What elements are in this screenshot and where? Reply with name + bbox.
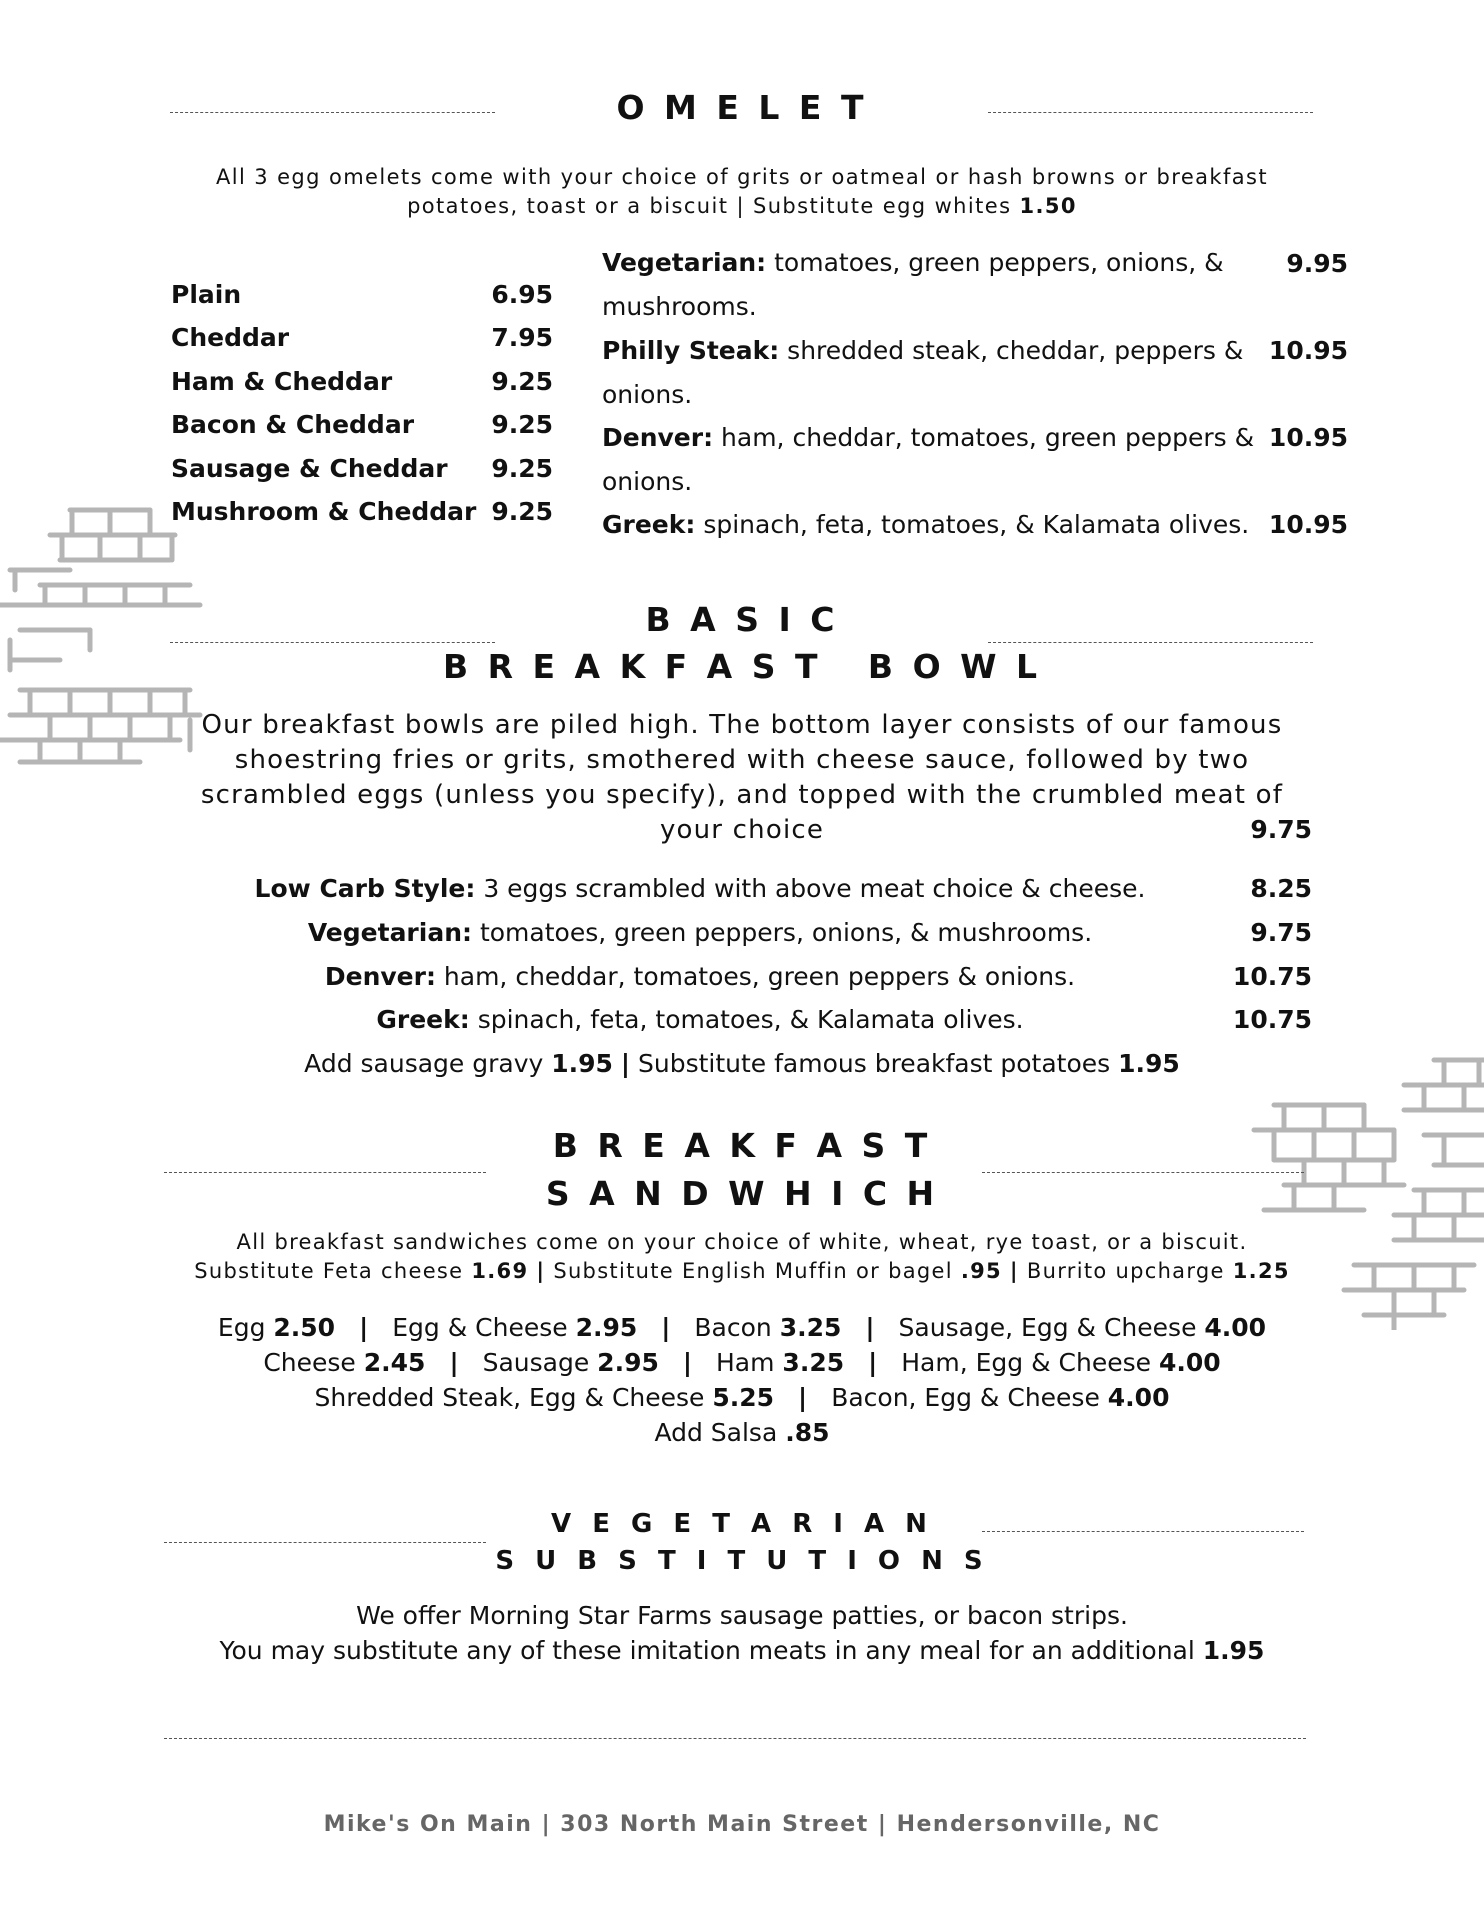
- menu-item-price: 9.95: [1286, 249, 1348, 278]
- bowl-base-price: 9.75: [1250, 815, 1312, 844]
- bowl-title-line: B R E A K F A S T B O W L: [442, 647, 1042, 686]
- omelet-intro-line: potatoes, toast or a biscuit | Substitute egg whites 1.50: [407, 194, 1077, 218]
- sandwich-options: [0, 1310, 1484, 1450]
- sandwich-row: Egg 2.50 | Egg & Cheese 2.95 | Bacon 3.25 | Sausage, Egg & Cheese 4.00: [217, 1313, 1267, 1342]
- bowl-addons: Add sausage gravy 1.95 | Substitute famous breakfast potatoes 1.95: [304, 1049, 1180, 1078]
- sandwich-option: Ham 3.25: [716, 1348, 845, 1377]
- vegetarian-section-title: [0, 1506, 1484, 1580]
- bowl-intro-line: your choice: [659, 815, 825, 845]
- sandwich-intro-line: Substitute Feta cheese 1.69 | Substitute English Muffin or bagel .95 | Burrito upcharge 1.25: [194, 1259, 1290, 1283]
- omelet-intro: [0, 163, 1484, 221]
- menu-item-price: 9.25: [491, 454, 553, 483]
- menu-item-price: 9.25: [491, 410, 553, 439]
- sandwich-option: Bacon, Egg & Cheese 4.00: [831, 1383, 1170, 1412]
- footer-address: Mike's On Main | 303 North Main Street | Hendersonville, NC: [323, 1812, 1161, 1837]
- omelet-intro-line: All 3 egg omelets come with your choice of grits or oatmeal or hash browns or breakfast: [215, 165, 1269, 189]
- vegetarian-title-line: V E G E T A R I A N: [551, 1509, 933, 1539]
- vegetarian-text: [0, 1598, 1484, 1668]
- bowl-item: Denver: ham, cheddar, tomatoes, green peppers & onions.: [324, 962, 1076, 991]
- menu-item-price: 9.25: [491, 497, 553, 526]
- sandwich-option: Egg 2.50: [217, 1313, 336, 1342]
- menu-item-price: 10.75: [1232, 962, 1312, 991]
- sandwich-row: Cheese 2.45 | Sausage 2.95 | Ham 3.25 | Ham, Egg & Cheese 4.00: [263, 1348, 1221, 1377]
- bowl-title-line: B A S I C: [645, 600, 839, 639]
- menu-item-price: 6.95: [491, 280, 553, 309]
- menu-item-price: 7.95: [491, 323, 553, 352]
- menu-item-name: Mushroom & Cheddar: [171, 497, 477, 526]
- sandwich-option: Cheese 2.45: [263, 1348, 426, 1377]
- vegetarian-title-line: S U B S T I T U T I O N S: [495, 1546, 989, 1576]
- menu-item-name: Cheddar: [171, 323, 290, 352]
- sandwich-intro: [0, 1228, 1484, 1286]
- menu-item-price: 10.95: [1268, 336, 1348, 365]
- sandwich-option: Bacon 3.25: [694, 1313, 842, 1342]
- sandwich-section-title: [0, 1122, 1484, 1218]
- sandwich-option: Egg & Cheese 2.95: [392, 1313, 638, 1342]
- sandwich-option: Shredded Steak, Egg & Cheese 5.25: [314, 1383, 775, 1412]
- footer-divider: [164, 1738, 1306, 1739]
- bowl-item: Vegetarian: tomatoes, green peppers, onions, & mushrooms.: [307, 918, 1093, 947]
- menu-item: Greek: spinach, feta, tomatoes, & Kalamata olives.: [602, 510, 1250, 539]
- sandwich-title-line: B R E A K F A S T: [552, 1126, 932, 1165]
- bowl-intro-line: Our breakfast bowls are piled high. The bottom layer consists of our famous: [201, 710, 1283, 740]
- omelet-section-title: O M E L E T: [616, 88, 868, 127]
- menu-item-name: Ham & Cheddar: [171, 367, 393, 396]
- menu-item-price: 9.75: [1250, 918, 1312, 947]
- menu-item-price: 9.25: [491, 367, 553, 396]
- menu-item-price: 10.75: [1232, 1005, 1312, 1034]
- sandwich-title-line: S A N D W H I C H: [545, 1174, 939, 1213]
- menu-item-name: Plain: [171, 280, 242, 309]
- sandwich-option: Ham, Egg & Cheese 4.00: [901, 1348, 1221, 1377]
- bowl-section-title: [0, 596, 1484, 690]
- bowl-item: Low Carb Style: 3 eggs scrambled with above meat choice & cheese.: [254, 874, 1146, 903]
- sandwich-option: Sausage, Egg & Cheese 4.00: [898, 1313, 1267, 1342]
- bowl-intro-line: scrambled eggs (unless you specify), and topped with the crumbled meat of: [200, 780, 1284, 810]
- bowl-item: Greek: spinach, feta, tomatoes, & Kalamata olives.: [376, 1005, 1024, 1034]
- sandwich-intro-line: All breakfast sandwiches come on your choice of white, wheat, rye toast, or a biscuit.: [236, 1230, 1248, 1254]
- sandwich-option: Sausage 2.95: [482, 1348, 659, 1377]
- vegetarian-line: We offer Morning Star Farms sausage patties, or bacon strips.: [356, 1601, 1128, 1630]
- menu-item-price: 10.95: [1268, 510, 1348, 539]
- menu-item: Philly Steak: shredded steak, cheddar, peppers & onions.: [602, 336, 1244, 409]
- menu-item: Denver: ham, cheddar, tomatoes, green peppers & onions.: [602, 423, 1255, 496]
- menu-item: Vegetarian: tomatoes, green peppers, onions, & mushrooms.: [602, 248, 1224, 321]
- bowl-intro-line: shoestring fries or grits, smothered with cheese sauce, followed by two: [234, 745, 1250, 775]
- menu-item-price: 8.25: [1250, 874, 1312, 903]
- sandwich-row: Add Salsa .85: [654, 1418, 830, 1447]
- menu-item-price: 10.95: [1268, 423, 1348, 452]
- menu-item-name: Bacon & Cheddar: [171, 410, 415, 439]
- vegetarian-line: You may substitute any of these imitation meats in any meal for an additional 1.95: [219, 1636, 1265, 1665]
- sandwich-row: Shredded Steak, Egg & Cheese 5.25 | Bacon, Egg & Cheese 4.00: [314, 1383, 1170, 1412]
- menu-item-name: Sausage & Cheddar: [171, 454, 448, 483]
